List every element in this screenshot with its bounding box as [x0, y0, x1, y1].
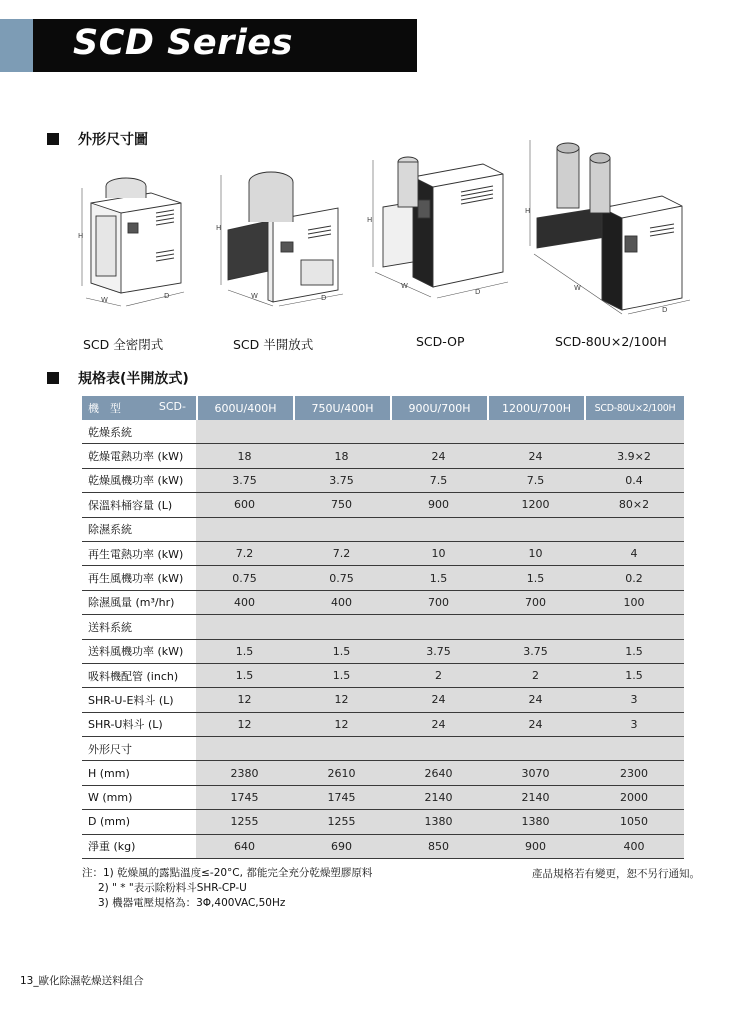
table-cell: 2300 [584, 761, 684, 785]
table-cell: 0.75 [196, 566, 293, 590]
table-cell: 700 [487, 591, 584, 615]
table-row [82, 761, 684, 785]
dim-w-label: W [251, 292, 258, 300]
table-cell: 640 [196, 835, 293, 859]
header-accent [0, 19, 33, 72]
table-cell: 2610 [293, 761, 390, 785]
table-cell: 1.5 [293, 664, 390, 688]
table-row [82, 810, 684, 834]
row-label: SHR-U-E料斗 (L) [82, 688, 196, 712]
machine-drawing [537, 143, 682, 310]
table-cell: 400 [293, 591, 390, 615]
table-row [82, 664, 684, 688]
table-row [82, 591, 684, 615]
table-row [82, 469, 684, 493]
bullet-square-icon [47, 372, 59, 384]
table-header-row [82, 396, 684, 420]
table-cell: 1.5 [584, 664, 684, 688]
table-cell: 7.2 [196, 542, 293, 566]
table-cell: 2140 [390, 786, 487, 810]
table-cell: 3 [584, 713, 684, 737]
table-cell: 1050 [584, 810, 684, 834]
table-row [82, 786, 684, 810]
table-category-row [82, 615, 684, 639]
category-fill [196, 737, 684, 761]
note-line: 注：1) 乾燥風的露點溫度≤-20°C, 都能完全充分乾燥塑膠原料 [82, 867, 373, 879]
table-cell: 24 [390, 688, 487, 712]
table-cell: 600 [196, 493, 293, 517]
table-cell: 400 [196, 591, 293, 615]
table-cell: 900 [390, 493, 487, 517]
row-label: D (mm) [82, 810, 196, 834]
table-cell: 3.9×2 [584, 444, 684, 468]
figure-caption: SCD-80U×2/100H [555, 334, 667, 349]
row-label: H (mm) [82, 761, 196, 785]
table-cell: 1.5 [390, 566, 487, 590]
table-row [82, 444, 684, 468]
table-cell: 2140 [487, 786, 584, 810]
figure-scd-80u [522, 128, 697, 318]
table-cell: 7.2 [293, 542, 390, 566]
table-row [82, 835, 684, 859]
figure-scd-enclosed [76, 168, 196, 308]
table-row [82, 542, 684, 566]
dim-d-label: D [662, 306, 668, 314]
table-cell: 400 [584, 835, 684, 859]
model-label: 機 型 [88, 402, 121, 415]
dim-w-label: W [574, 284, 581, 292]
category-label: 送料系統 [82, 615, 196, 639]
table-cell: 0.2 [584, 566, 684, 590]
section-heading-specs [47, 368, 189, 388]
table-cell: 2 [487, 664, 584, 688]
header-model-cell [82, 396, 196, 420]
table-cell: 4 [584, 542, 684, 566]
table-cell: 850 [390, 835, 487, 859]
table-cell: 3.75 [293, 469, 390, 493]
table-category-row [82, 737, 684, 761]
table-cell: 12 [293, 713, 390, 737]
dim-h-label: H [367, 216, 373, 224]
note-line: 2) " * "表示除粉料斗SHR-CP-U [98, 882, 247, 894]
table-cell: 24 [390, 444, 487, 468]
figure-caption: SCD-OP [416, 334, 465, 349]
table-cell: 12 [293, 688, 390, 712]
table-row [82, 640, 684, 664]
table-cell: 10 [487, 542, 584, 566]
dim-d-label: D [321, 294, 327, 302]
table-cell: 750 [293, 493, 390, 517]
table-cell: 10 [390, 542, 487, 566]
table-cell: 3.75 [196, 469, 293, 493]
table-cell: 7.5 [487, 469, 584, 493]
table-cell: 1745 [196, 786, 293, 810]
page-title: SCD Series [73, 23, 293, 63]
header-model: 750U/400H [293, 396, 390, 420]
row-label: W (mm) [82, 786, 196, 810]
spec-change-notice: 產品規格若有變更，恕不另行通知。 [532, 868, 700, 880]
table-cell: 900 [487, 835, 584, 859]
table-cell: 690 [293, 835, 390, 859]
table-cell: 7.5 [390, 469, 487, 493]
page-footer: 13_歐化除濕乾燥送料組合 [20, 975, 144, 987]
dim-w-label: W [101, 296, 108, 304]
table-cell: 1200 [487, 493, 584, 517]
bullet-square-icon [47, 133, 59, 145]
table-cell: 24 [487, 444, 584, 468]
table-row [82, 713, 684, 737]
table-row [82, 566, 684, 590]
machine-drawing [228, 172, 338, 302]
table-cell: 3.75 [390, 640, 487, 664]
row-label: 除濕風量 (m³/hr) [82, 591, 196, 615]
table-cell: 1745 [293, 786, 390, 810]
table-cell: 1.5 [196, 664, 293, 688]
dim-d-label: D [475, 288, 481, 296]
category-fill [196, 615, 684, 639]
table-cell: 2640 [390, 761, 487, 785]
table-cell: 24 [390, 713, 487, 737]
table-cell: 2000 [584, 786, 684, 810]
category-fill [196, 420, 684, 444]
table-category-row [82, 518, 684, 542]
header-model: 900U/700H [390, 396, 487, 420]
header-model: 600U/400H [196, 396, 293, 420]
table-cell: 12 [196, 688, 293, 712]
row-label: 再生電熱功率 (kW) [82, 542, 196, 566]
section-heading-dimensions [47, 129, 148, 149]
table-cell: 2380 [196, 761, 293, 785]
category-fill [196, 518, 684, 542]
table-row [82, 688, 684, 712]
section-title: 外形尺寸圖 [78, 132, 148, 148]
table-cell: 1.5 [196, 640, 293, 664]
table-category-row [82, 420, 684, 444]
model-prefix: SCD- [158, 400, 186, 413]
row-label: SHR-U料斗 (L) [82, 713, 196, 737]
table-cell: 12 [196, 713, 293, 737]
category-label: 乾燥系統 [82, 420, 196, 444]
table-cell: 80×2 [584, 493, 684, 517]
table-cell: 700 [390, 591, 487, 615]
table-cell: 0.4 [584, 469, 684, 493]
table-cell: 100 [584, 591, 684, 615]
table-cell: 1255 [196, 810, 293, 834]
table-cell: 24 [487, 713, 584, 737]
header-bar [33, 19, 417, 72]
machine-drawing [91, 178, 181, 293]
spec-table [82, 396, 684, 859]
figure-caption: SCD 全密閉式 [83, 337, 164, 352]
table-cell: 1380 [390, 810, 487, 834]
table-cell: 1.5 [293, 640, 390, 664]
row-label: 吸料機配管 (inch) [82, 664, 196, 688]
dim-h-label: H [78, 232, 84, 240]
note-line: 3) 機器電壓規格為：3Φ,400VAC,50Hz [98, 897, 286, 909]
table-cell: 1.5 [487, 566, 584, 590]
row-label: 送料風機功率 (kW) [82, 640, 196, 664]
row-label: 保溫料桶容量 (L) [82, 493, 196, 517]
header-model: SCD-80U×2/100H [584, 396, 684, 420]
row-label: 再生風機功率 (kW) [82, 566, 196, 590]
table-cell: 1255 [293, 810, 390, 834]
figure-scd-op [363, 152, 513, 307]
dim-d-label: D [164, 292, 170, 300]
table-cell: 3 [584, 688, 684, 712]
table-cell: 1380 [487, 810, 584, 834]
row-label: 乾燥風機功率 (kW) [82, 469, 196, 493]
machine-drawing [383, 157, 503, 287]
dim-h-label: H [216, 224, 222, 232]
table-cell: 18 [293, 444, 390, 468]
notes [82, 866, 372, 911]
table-cell: 3070 [487, 761, 584, 785]
table-cell: 3.75 [487, 640, 584, 664]
dim-h-label: H [525, 207, 531, 215]
figure-caption: SCD 半開放式 [233, 337, 314, 352]
header-model: 1200U/700H [487, 396, 584, 420]
section-title: 規格表(半開放式) [78, 371, 189, 387]
table-cell: 18 [196, 444, 293, 468]
row-label: 乾燥電熱功率 (kW) [82, 444, 196, 468]
category-label: 除濕系統 [82, 518, 196, 542]
dim-w-label: W [401, 282, 408, 290]
table-cell: 2 [390, 664, 487, 688]
table-row [82, 493, 684, 517]
table-cell: 24 [487, 688, 584, 712]
figure-scd-semi-open [213, 160, 353, 310]
table-cell: 0.75 [293, 566, 390, 590]
table-cell: 1.5 [584, 640, 684, 664]
category-label: 外形尺寸 [82, 737, 196, 761]
row-label: 淨重 (kg) [82, 835, 196, 859]
